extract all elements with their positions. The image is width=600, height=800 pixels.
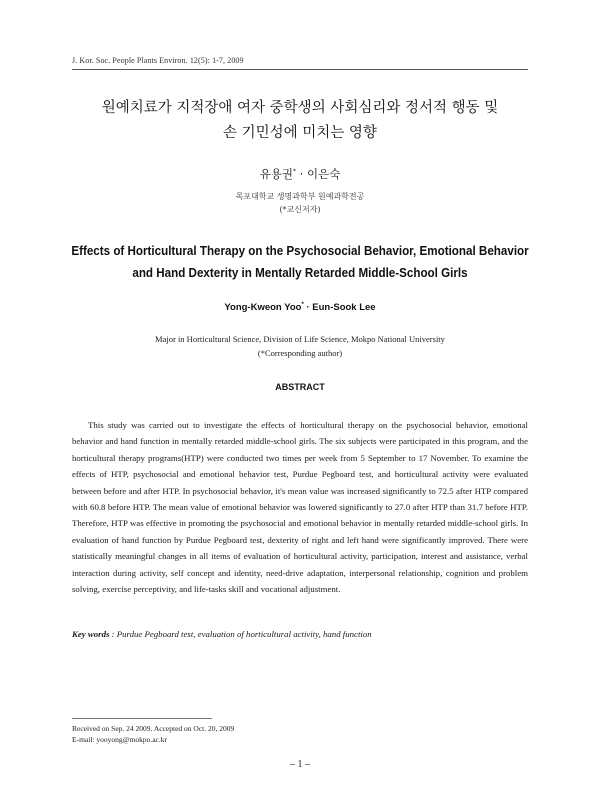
english-title xyxy=(58,240,542,284)
korean-affiliation: 목포대학교 생명과학부 원예과학전공 xyxy=(235,192,365,201)
author-separator: · xyxy=(296,167,307,181)
footnote-rule xyxy=(72,718,212,719)
keywords-separator: : xyxy=(109,629,117,639)
korean-affiliation-block xyxy=(0,190,600,216)
english-authors xyxy=(0,302,600,313)
abstract-heading: ABSTRACT xyxy=(275,382,325,392)
korean-author-2: 이은숙 xyxy=(306,167,341,181)
keywords-label: Key words xyxy=(72,629,110,639)
english-title-line-2: and Hand Dexterity in Mentally Retarded Middle-School Girls xyxy=(132,266,468,280)
korean-corresponding-note: (*교신저자) xyxy=(279,205,321,214)
keywords xyxy=(72,629,528,639)
abstract-body: This study was carried out to investigate the effects of horticultural therapy on the psychosocial behavior, emotional behavior and hand function in mentally retarded middle-school girls. The six subjects were participated in this program, and the horticultural therapy programs(HTP) were conducted two times per week from 5 September to 17 November. To examine the effects of HTP, psychosocial and emotional behavior test, Purdue Pegboard test, and horticultural activity were evaluated between before and after HTP. In psychosocial behavior, it's mean value was increased significantly to 72.5 after HTP compared with 60.8 before HTP. The mean value of emotional behavior was lowered significantly to 27.0 after HTP than 31.7 before HTP. Therefore, HTP was effective in promoting the psychosocial and emotional behavior in mentally retarded middle-school girls. In evaluation of hand function by Purdue Pegboard test, dexterity of right and left hand were significantly improved. There were statistically meaningful changes in all items of evaluation of horticultural activity, participation, interest and assistance, verbal interaction during activity, self concept and identity, need-drive adaptation, interpersonal relationship, cognition and problem solving, exercise perceptivity, and life-tasks skill and vocational adjustment. xyxy=(72,420,528,595)
english-affiliation-block xyxy=(0,332,600,360)
keywords-text: Purdue Pegboard test, evaluation of horticultural activity, hand function xyxy=(116,629,372,639)
page-number: – 1 – xyxy=(290,759,310,770)
journal-header: J. Kor. Soc. People Plants Environ. 12(5): 1-7, 2009 xyxy=(72,56,244,65)
korean-authors xyxy=(0,166,600,182)
english-author-1: Yong-Kweon Yoo xyxy=(224,302,302,313)
korean-title-line-2: 손 기민성에 미치는 영향 xyxy=(223,125,377,141)
corresponding-mark: * xyxy=(293,168,297,176)
english-corresponding-note: (*Corresponding author) xyxy=(257,348,343,358)
author-separator: · xyxy=(303,302,313,313)
english-author-2: Eun-Sook Lee xyxy=(312,302,376,313)
header-rule xyxy=(72,69,528,70)
korean-title-line-1: 원예치료가 지적장애 여자 중학생의 사회심리와 정서적 행동 및 xyxy=(101,100,499,116)
footnotes xyxy=(72,723,234,745)
english-title-line-1: Effects of Horticultural Therapy on the Psychosocial Behavior, Emotional Behavior xyxy=(71,244,529,258)
corresponding-mark: * xyxy=(301,301,304,308)
korean-title xyxy=(60,96,540,146)
email: E-mail: yooyong@mokpo.ac.kr xyxy=(72,735,168,744)
korean-author-1: 유용권 xyxy=(259,167,294,181)
english-affiliation: Major in Horticultural Science, Division of Life Science, Mokpo National University xyxy=(155,334,445,344)
received-date: Received on Sep. 24 2009. Accepted on Oct. 20, 2009 xyxy=(72,724,235,733)
